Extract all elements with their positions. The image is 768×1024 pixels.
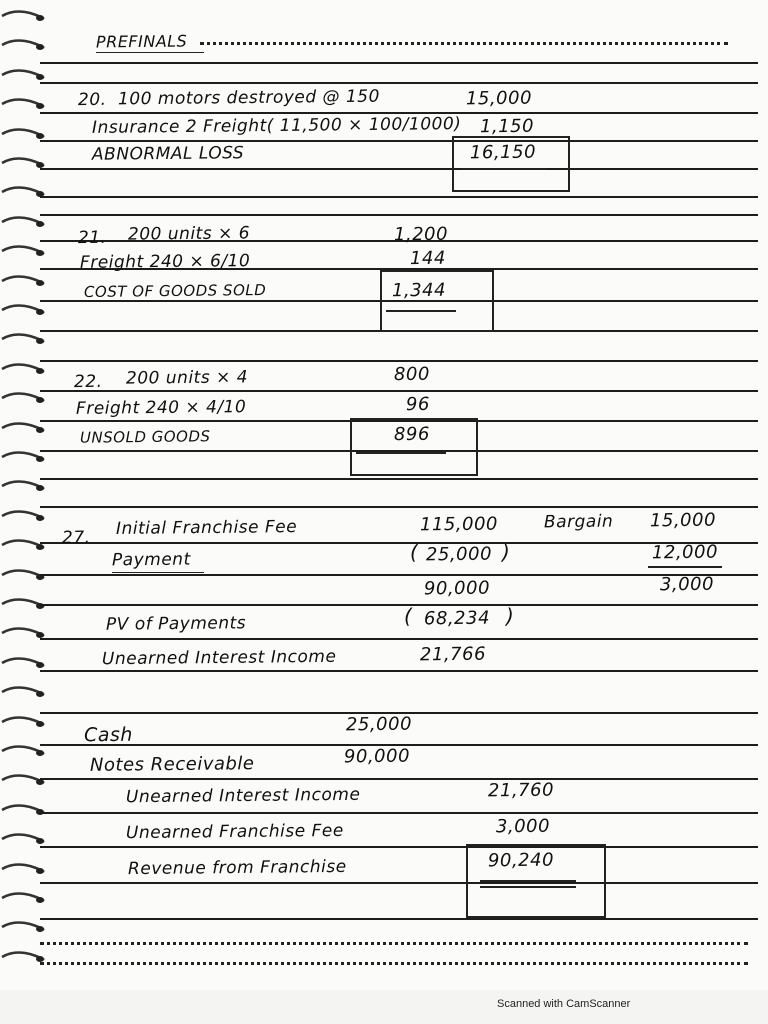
ruled-line: [40, 478, 758, 480]
problem-number: 20.: [77, 89, 107, 111]
problem21-line2-value: 144: [409, 247, 446, 270]
entry-unearned-fee-value: 3,000: [495, 815, 551, 838]
open-paren: (: [410, 540, 418, 564]
spiral-ring: [0, 302, 46, 316]
spiral-ring: [0, 243, 46, 257]
spiral-ring: [0, 714, 46, 728]
spiral-ring: [0, 478, 46, 492]
ruled-line: [40, 390, 758, 392]
spiral-ring: [0, 596, 46, 610]
close-paren: ): [506, 604, 514, 628]
ruled-line: [40, 638, 758, 640]
entry-cash: Cash: [83, 723, 133, 747]
spiral-ring: [0, 273, 46, 287]
spiral-ring: [0, 361, 46, 375]
ruled-line: [40, 168, 758, 170]
ruled-line: [40, 812, 758, 814]
ruled-line: [40, 670, 758, 672]
spiral-ring: [0, 537, 46, 551]
double-underline: [462, 168, 546, 170]
spiral-ring: [0, 37, 46, 51]
double-underline: [480, 880, 576, 882]
ruled-line: [40, 214, 758, 216]
spiral-ring: [0, 67, 46, 81]
entry-unearned-fee: Unearned Franchise Fee: [125, 820, 344, 844]
problem20-line3-value: 16,150: [469, 141, 537, 164]
problem22-line3-value: 896: [393, 423, 430, 446]
double-underline: [480, 886, 576, 888]
spiral-ring: [0, 684, 46, 698]
dotted-line: [40, 962, 748, 965]
spiral-ring: [0, 126, 46, 140]
entry-cash-value: 25,000: [345, 713, 413, 736]
spiral-ring: [0, 8, 46, 22]
bargain-label: Bargain: [543, 511, 614, 533]
entry-notes-value: 90,000: [343, 745, 411, 768]
open-paren: (: [404, 604, 412, 628]
problem27-line2-value: 25,000: [425, 543, 493, 566]
problem-number: 21.: [77, 227, 107, 249]
entry-revenue: Revenue from Franchise: [127, 856, 347, 880]
problem21-line3-value: 1,344: [391, 279, 447, 302]
spiral-ring: [0, 890, 46, 904]
problem-number: 22.: [73, 371, 103, 393]
problem27-line4-value: 68,234: [423, 607, 491, 630]
problem22-line2-value: 96: [405, 393, 431, 416]
entry-notes: Notes Receivable: [89, 753, 255, 776]
ruled-line: [40, 112, 758, 114]
ruled-line: [40, 140, 758, 142]
payment-underline: [112, 572, 204, 573]
problem27-line4: PV of Payments: [105, 613, 247, 635]
spiral-ring: [0, 949, 46, 963]
scanner-watermark: Scanned with CamScanner: [497, 998, 631, 1010]
bargain-value: 15,000: [649, 509, 717, 532]
entry-unearned-interest-value: 21,760: [487, 779, 555, 802]
spiral-ring: [0, 331, 46, 345]
ruled-line: [40, 574, 758, 576]
title-underline: [96, 52, 204, 53]
ruled-line: [40, 778, 758, 780]
spiral-ring: [0, 508, 46, 522]
spiral-ring: [0, 919, 46, 933]
spiral-ring: [0, 655, 46, 669]
problem21-line2: Freight 240 × 6/10: [79, 251, 251, 273]
ruled-line: [40, 846, 758, 848]
ruled-line: [40, 604, 758, 606]
entry-revenue-value: 90,240: [487, 849, 555, 872]
spiral-ring: [0, 861, 46, 875]
dotted-line: [200, 42, 728, 45]
problem22-line2: Freight 240 × 4/10: [75, 397, 247, 419]
problem20-line1-value: 15,000: [465, 87, 533, 110]
ruled-line: [40, 542, 758, 544]
ruled-line: [40, 882, 758, 884]
ruled-line: [40, 360, 758, 362]
answer-box: [350, 418, 478, 476]
problem27-line2: Payment: [111, 549, 191, 571]
problem27-line5-value: 21,766: [419, 643, 487, 666]
close-paren: ): [502, 540, 510, 564]
problem22-line1: 200 units × 4: [125, 367, 249, 389]
ruled-line: [40, 918, 758, 920]
page-title: PREFINALS: [95, 31, 188, 52]
problem27-line1: Initial Franchise Fee: [115, 517, 298, 539]
problem21-line1-value: 1,200: [393, 223, 449, 246]
problem27-line5: Unearned Interest Income: [101, 646, 337, 670]
problem22-line1-value: 800: [393, 363, 430, 386]
problem20-line3: ABNORMAL LOSS: [91, 143, 245, 165]
spiral-ring: [0, 831, 46, 845]
answer-box: [452, 136, 570, 192]
problem27-line1-value: 115,000: [419, 513, 499, 536]
problem20-line2: Insurance 2 Freight( 11,500 × 100/1000): [91, 114, 462, 138]
entry-unearned-interest: Unearned Interest Income: [125, 784, 361, 808]
ruled-line: [40, 196, 758, 198]
bargain-underline: [648, 566, 722, 568]
spiral-ring: [0, 390, 46, 404]
ruled-line: [40, 62, 758, 64]
problem21-line3: COST OF GOODS SOLD: [83, 281, 267, 301]
double-underline: [356, 452, 446, 454]
ruled-line: [40, 506, 758, 508]
spiral-ring: [0, 155, 46, 169]
dotted-line: [40, 942, 748, 945]
double-underline: [386, 310, 456, 312]
problem-number: 27.: [61, 527, 91, 549]
problem21-line1: 200 units × 6: [127, 223, 251, 245]
problem20-line2-value: 1,150: [479, 115, 535, 138]
ruled-line: [40, 82, 758, 84]
problem20-line1: 100 motors destroyed @ 150: [117, 86, 380, 110]
bargain-less: 12,000: [651, 541, 719, 564]
spiral-ring: [0, 96, 46, 110]
problem27-line3-value: 90,000: [423, 577, 491, 600]
problem22-line3: UNSOLD GOODS: [79, 427, 211, 447]
answer-box: [380, 270, 494, 332]
bargain-result: 3,000: [659, 573, 715, 596]
